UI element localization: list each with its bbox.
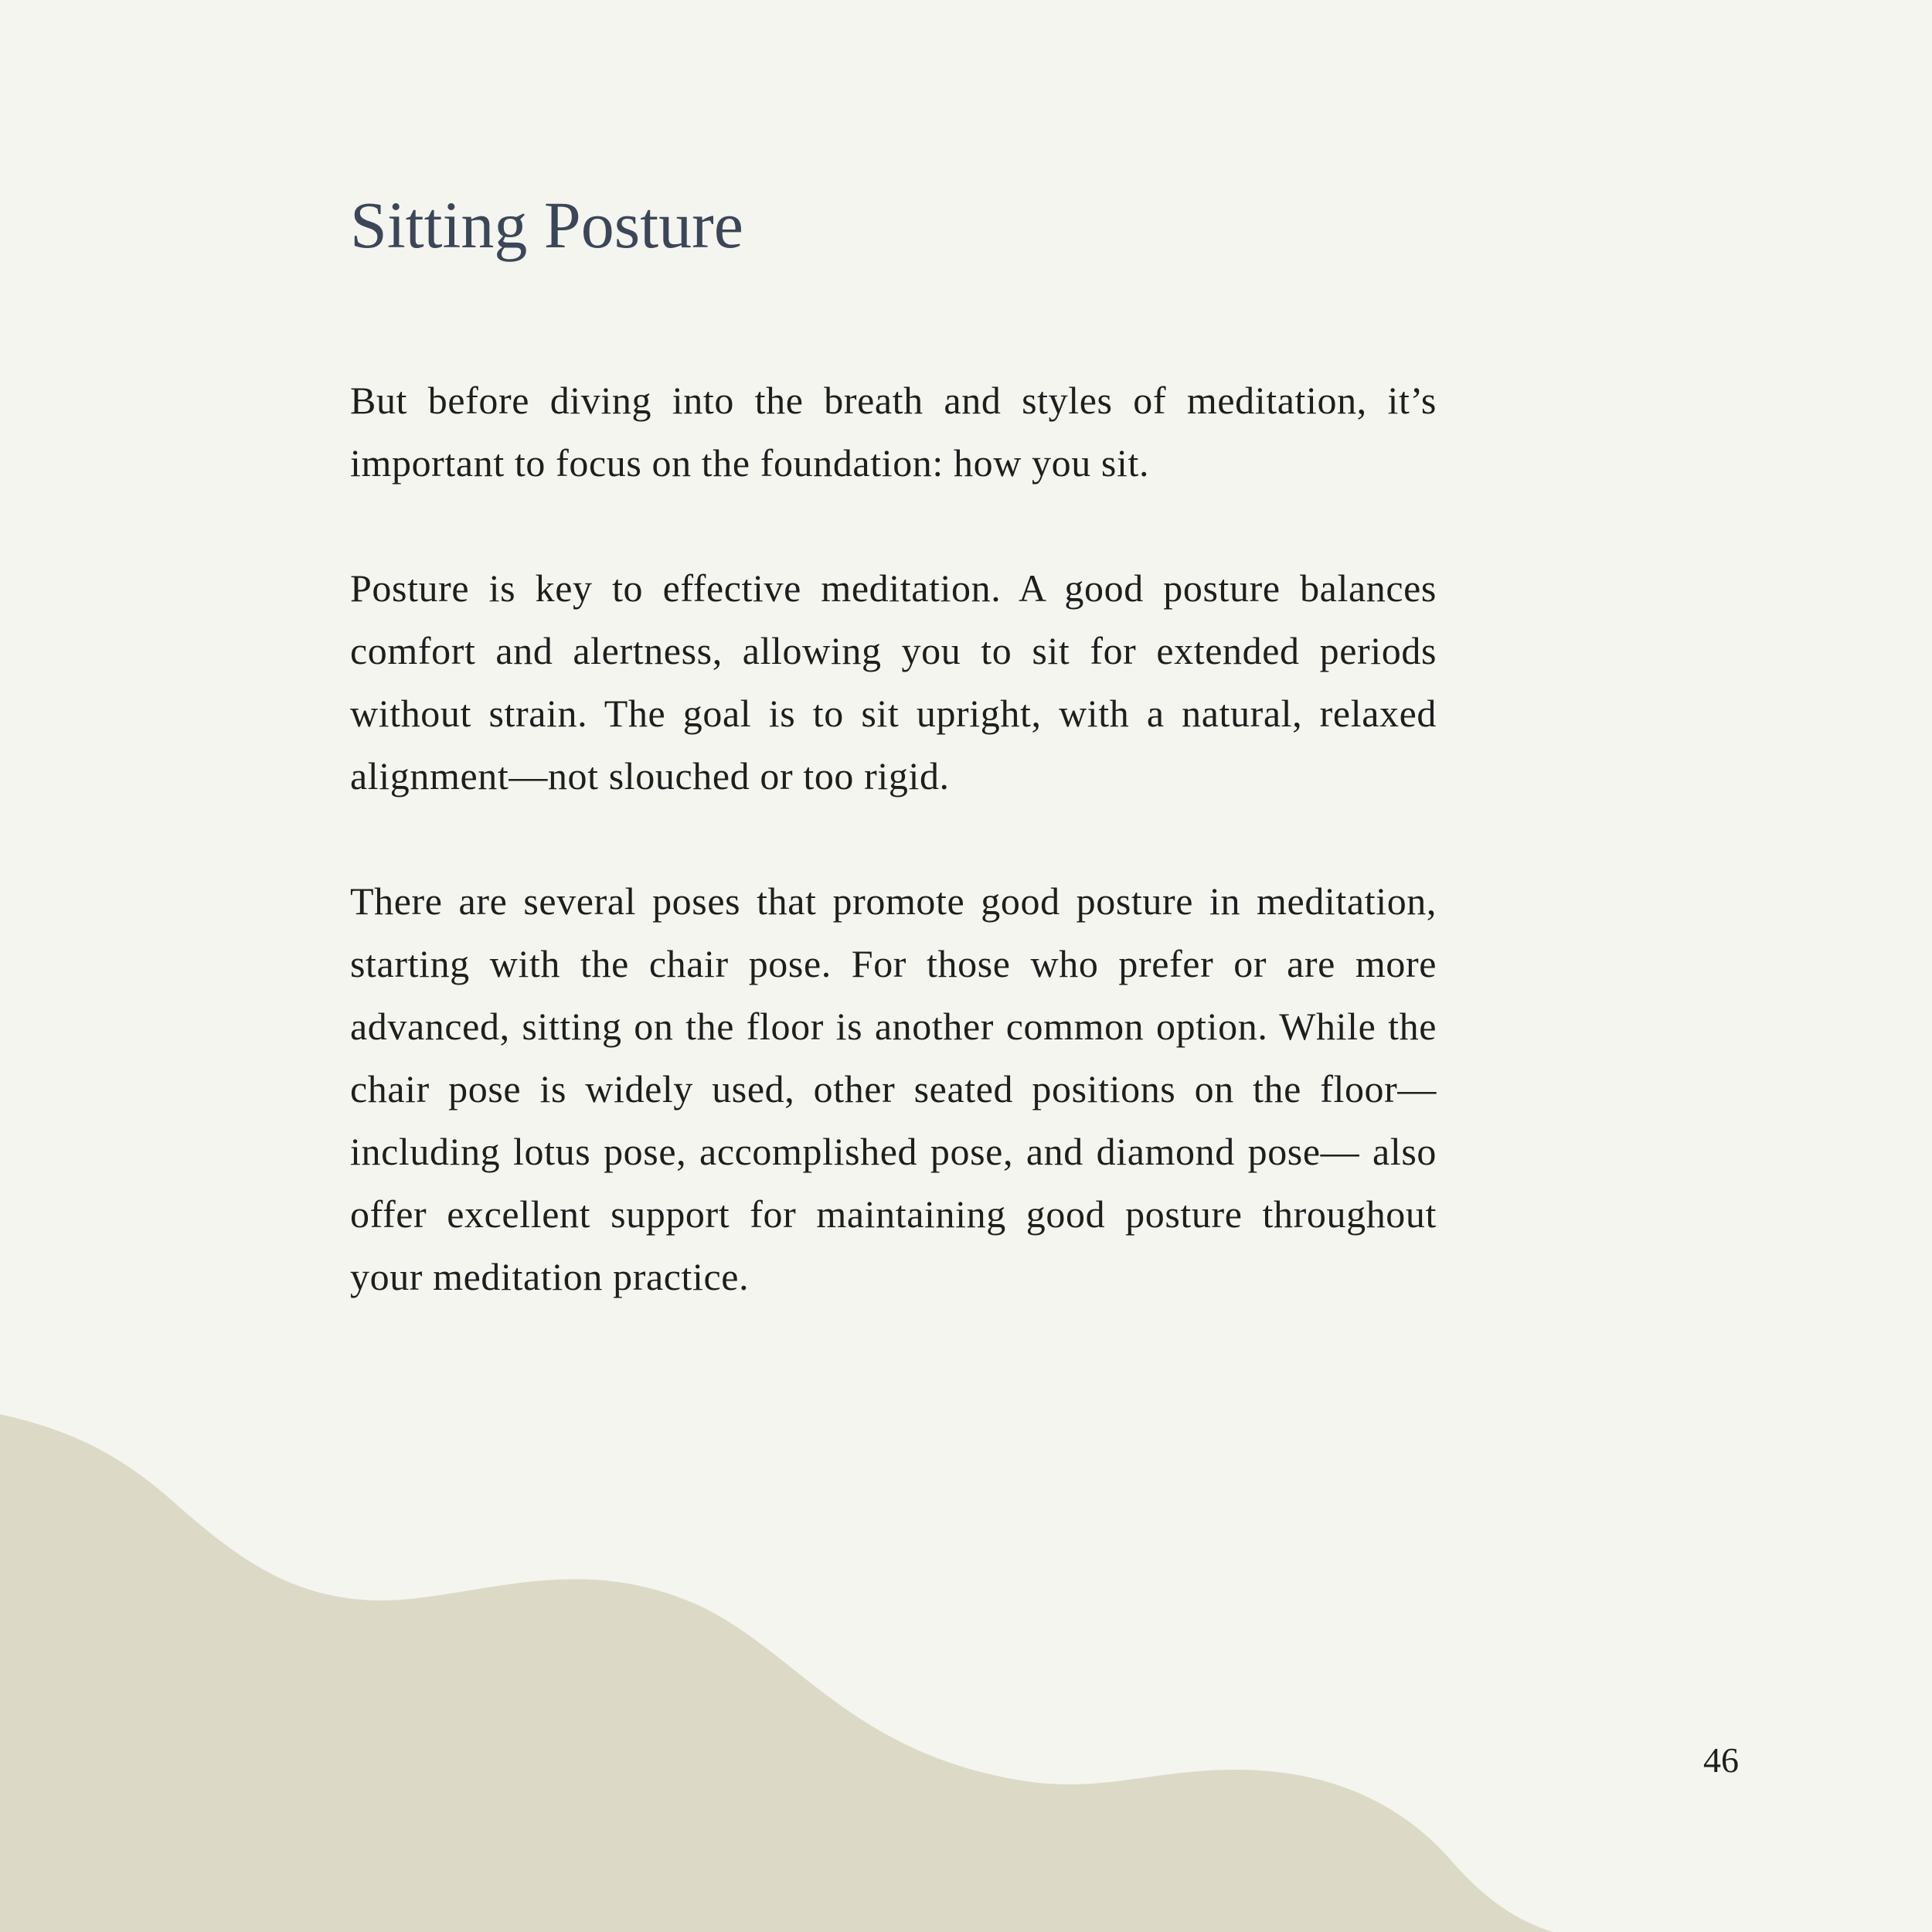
paragraph: There are several poses that promote good posture in meditation, starting with the chair pose. For those who prefer or are more advanced, sitting on the floor is another common option. While the chair pose is widely used, other seated positions on the floor—including lotus pose, accomplished pose, and diamond pose— also offer excellent support for maintaining good posture throughout your meditation practice.: [350, 879, 1437, 1298]
paragraph: But before diving into the breath and styles of meditation, it’s important to focus on the foundation: how you sit.: [350, 379, 1437, 485]
page-title: Sitting Posture: [350, 188, 743, 262]
body-text: [350, 369, 1437, 1371]
wave-fill: [0, 1414, 1553, 1932]
page-number: 46: [1703, 1740, 1739, 1780]
paragraph: Posture is key to effective meditation. A good posture balances comfort and alertness, allowing you to sit for extended periods without strain. The goal is to sit upright, with a natural, relaxed alignment—not slouched or too rigid.: [350, 566, 1437, 798]
